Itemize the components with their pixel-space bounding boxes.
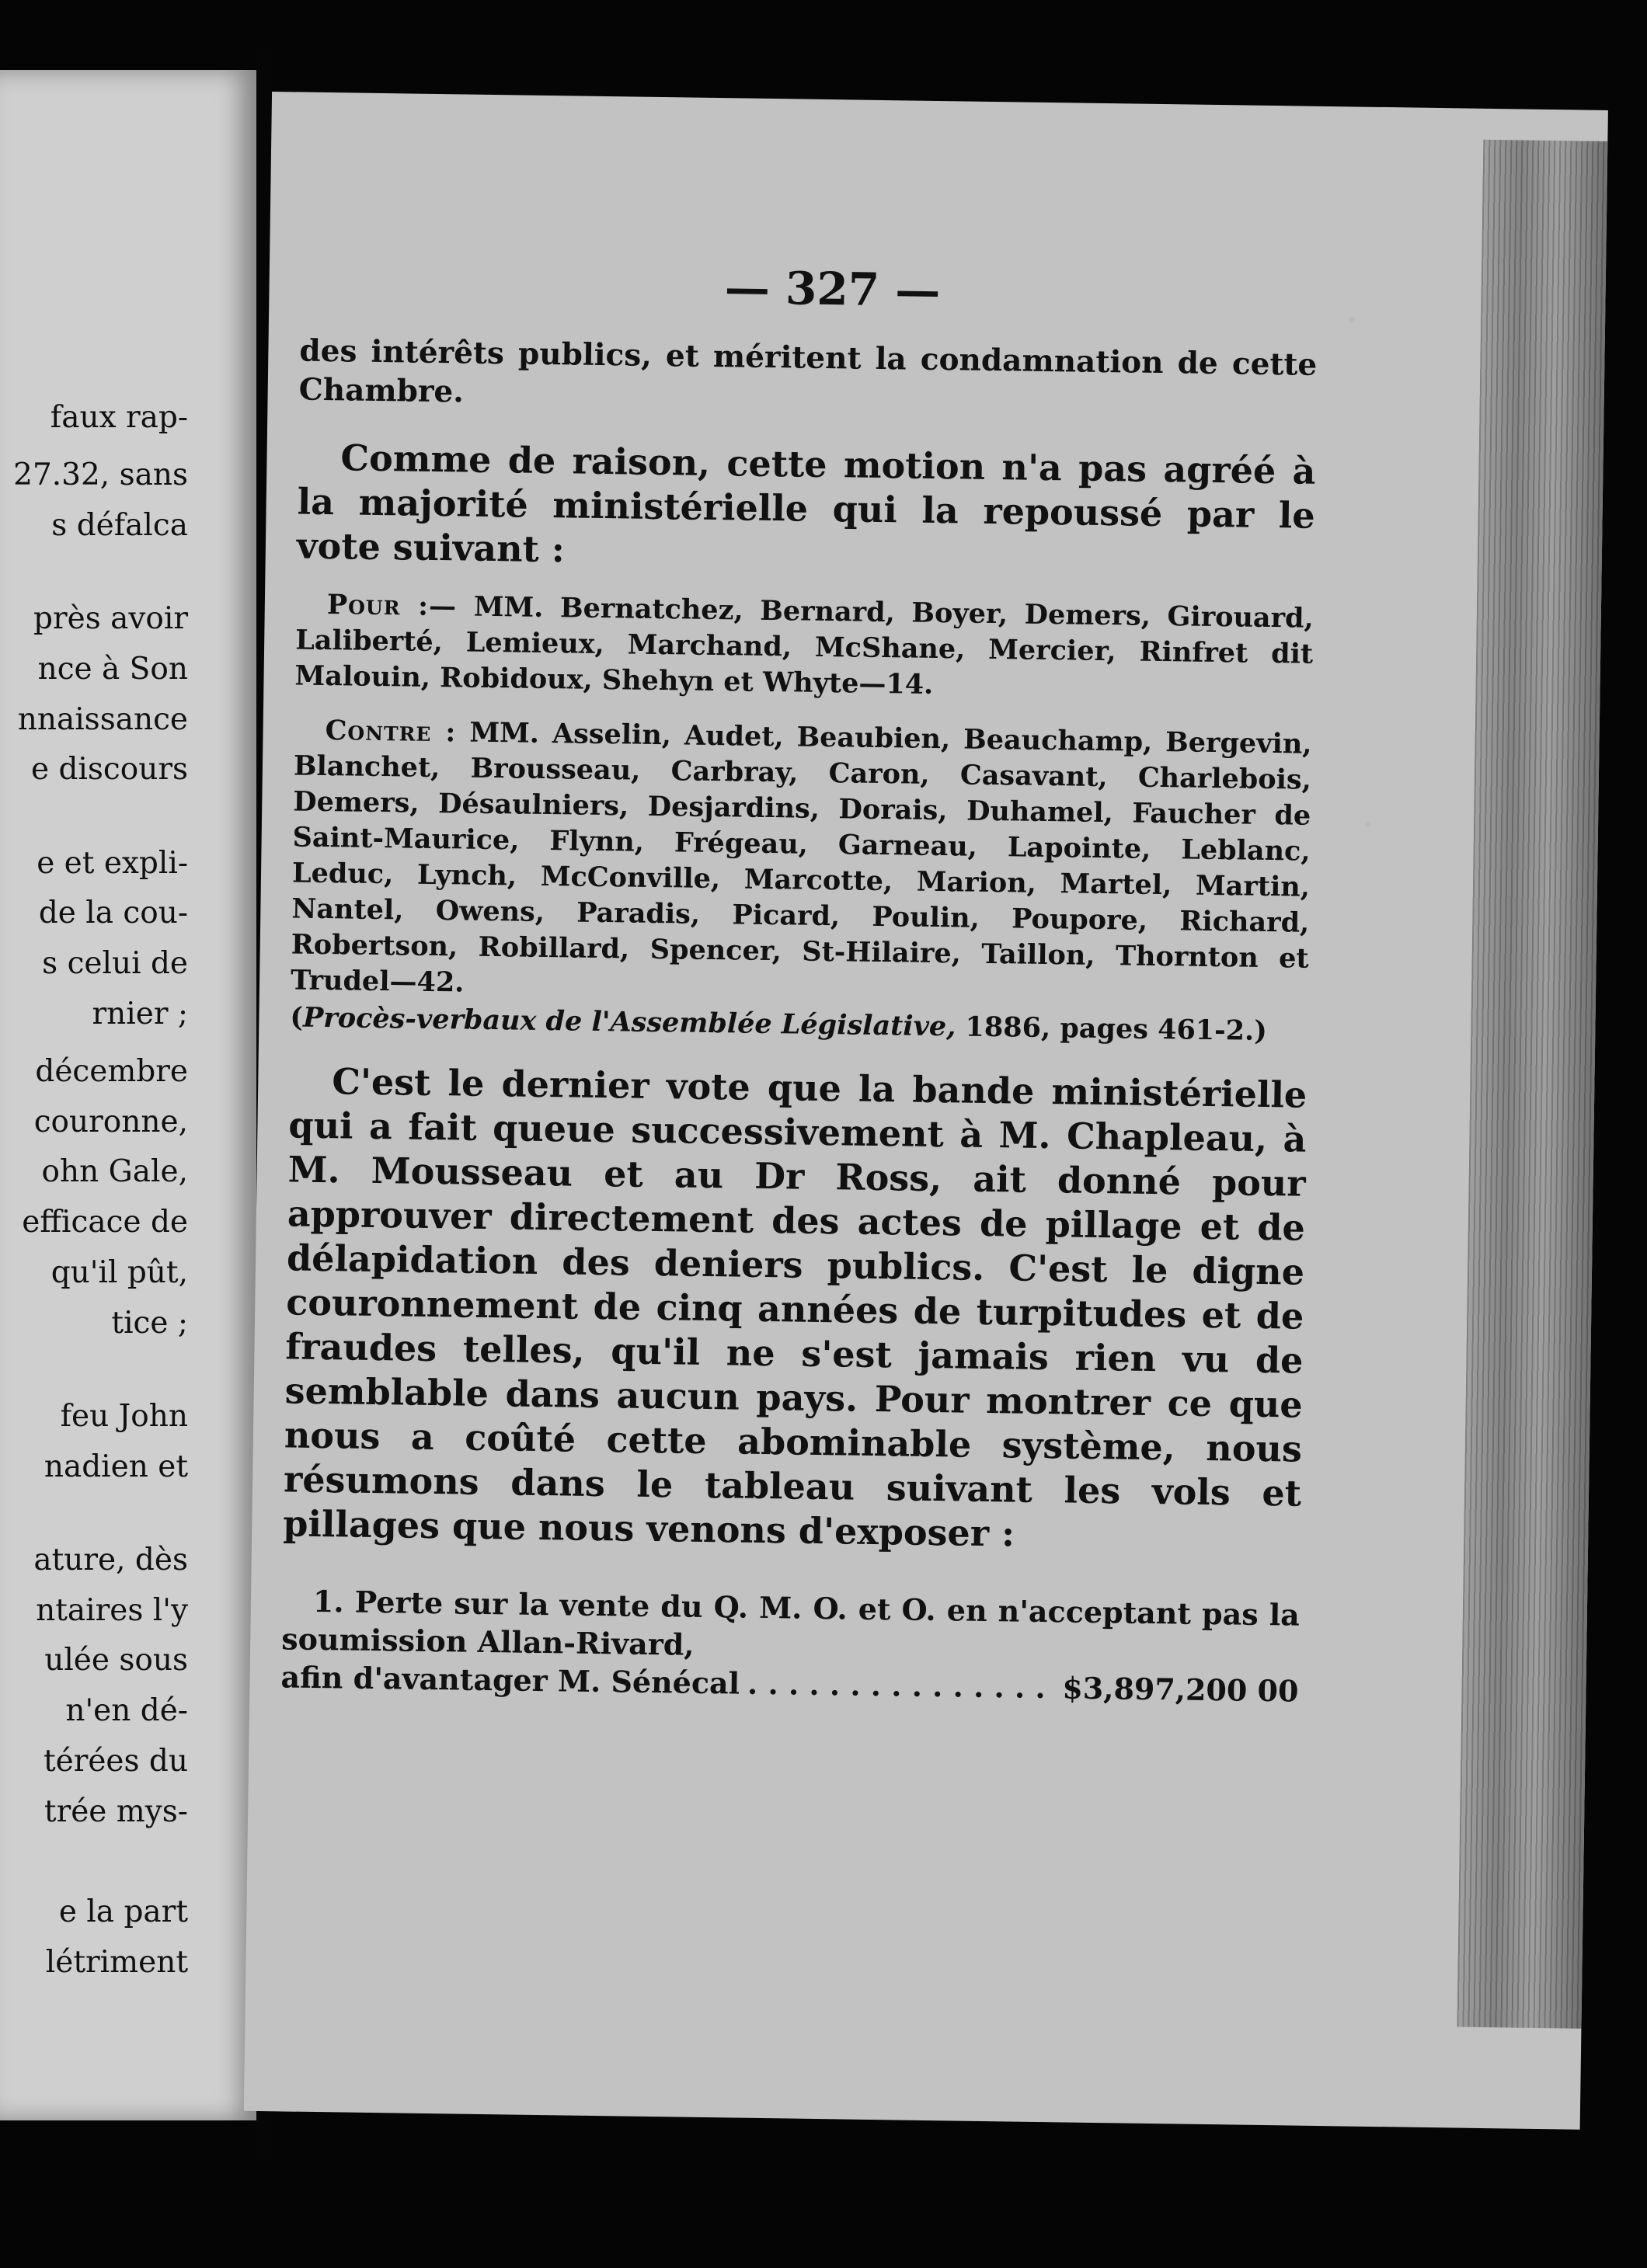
page-edges xyxy=(1457,140,1607,2029)
left-page-line: ature, dès xyxy=(33,1542,188,1578)
left-page-line: nnaissance xyxy=(17,701,188,737)
summary-paragraph: C'est le dernier vote que la bande ministérielle qui a fait queue successivement à M. Chapleau, à M. Mousseau et au Dr Ross, ait donné pour approuver directement des actes de pillage et de délapidation des deniers publics. C'est le digne couronnement de cinq années de turpitudes et de fraudes telles, qu'il ne s'est jamais rien vu de semblable dans aucun pays. Pour montrer ce que nous a coûté cette abominable système, nous résumons dans le tableau suivant les vols et pillages que nous venons d'exposer : xyxy=(282,1060,1308,1555)
left-page-line: tice ; xyxy=(111,1305,188,1341)
left-page-line: térées du xyxy=(43,1743,188,1779)
left-page-line: faux rap- xyxy=(50,400,188,435)
left-page-line: décembre xyxy=(35,1053,188,1089)
left-page-line: trée mys- xyxy=(44,1793,188,1829)
item-text: 1. Perte sur la vente du Q. M. O. et O. en n'acceptant pas la soumission Allan-Rivard, xyxy=(280,1583,1301,1662)
left-page-line: feu John xyxy=(60,1398,188,1434)
left-page-line: qu'il pût, xyxy=(50,1254,188,1290)
left-page-line: s celui de xyxy=(42,946,188,981)
dot-leader xyxy=(747,1664,1055,1707)
speck xyxy=(1365,822,1370,827)
left-page-line: s défalca xyxy=(51,507,188,543)
vote-against xyxy=(291,712,1312,1012)
vote-against-names: MM. Asselin, Audet, Beaubien, Beauchamp, Bergevin, Blanchet, Brousseau, Carbray, Caron, Casavant, Charlebois, Demers, Désaulniers, Desjardins, Dorais, Duhamel, Faucher de Saint-Maurice, Flynn, Frégeau, Garneau, Lapointe, Leblanc, Leduc, Lynch, McConville, Marcotte, Marion, Martel, Martin, Nantel, Owens, Paradis, Picard, Poulin, Poupore, Richard, Robertson, Robillard, Spencer, St-Hilaire, Taillon, Thornton et Trudel—42. xyxy=(290,716,1312,999)
citation-open: ( xyxy=(290,1001,304,1034)
item-amount: $3,897,200 00 xyxy=(1062,1670,1299,1709)
continued-text: des intérêts publics, et méritent la condamnation de cette Chambre. xyxy=(298,332,1318,410)
vote-against-label: Contre : xyxy=(325,715,457,749)
left-page-line: létriment xyxy=(45,1944,188,1980)
vote-for-label: Pour :— xyxy=(326,589,458,623)
left-page-line: rnier ; xyxy=(92,996,188,1031)
item-last-line: afin d'avantager M. Sénécal xyxy=(280,1659,740,1701)
left-page-line: 27.32, sans xyxy=(13,457,188,492)
citation-title: Procès-verbaux de l'Assemblée Législative, xyxy=(302,1001,956,1043)
left-facing-page xyxy=(0,70,256,2120)
left-page-line: ntaires l'y xyxy=(36,1592,188,1628)
left-page-line: près avoir xyxy=(33,601,188,636)
left-page-line: n'en dé- xyxy=(65,1693,188,1728)
left-page-line: de la cou- xyxy=(38,896,188,931)
left-page-line: nadien et xyxy=(44,1449,188,1484)
left-page-line: couronne, xyxy=(33,1104,188,1139)
citation-rest: 1886, pages 461-2.) xyxy=(956,1011,1268,1047)
left-page-line: e et expli- xyxy=(37,845,188,881)
left-page-line: e la part xyxy=(58,1894,188,1929)
vote-for xyxy=(294,586,1314,708)
speck xyxy=(1349,316,1355,322)
left-page-line: nce à Son xyxy=(37,651,188,687)
left-page-line: ohn Gale, xyxy=(41,1154,188,1190)
vote-for-names: MM. Bernatchez, Bernard, Boyer, Demers, Girouard, Laliberté, Lemieux, Marchand, McShane, Mercier, Rinfret dit Malouin, Robidoux, Shehyn et Whyte—14. xyxy=(294,590,1314,701)
page-content xyxy=(280,256,1318,1710)
left-page-line: ulée sous xyxy=(44,1643,188,1678)
page-327 xyxy=(244,92,1608,2130)
left-page-line: efficace de xyxy=(22,1205,188,1240)
left-page-line: e discours xyxy=(30,752,188,788)
table-item xyxy=(280,1581,1300,1710)
motion-paragraph: Comme de raison, cette motion n'a pas agréé à la majorité ministérielle qui la repoussé par le vote suivant : xyxy=(296,437,1316,571)
page-number: — 327 — xyxy=(724,261,941,318)
